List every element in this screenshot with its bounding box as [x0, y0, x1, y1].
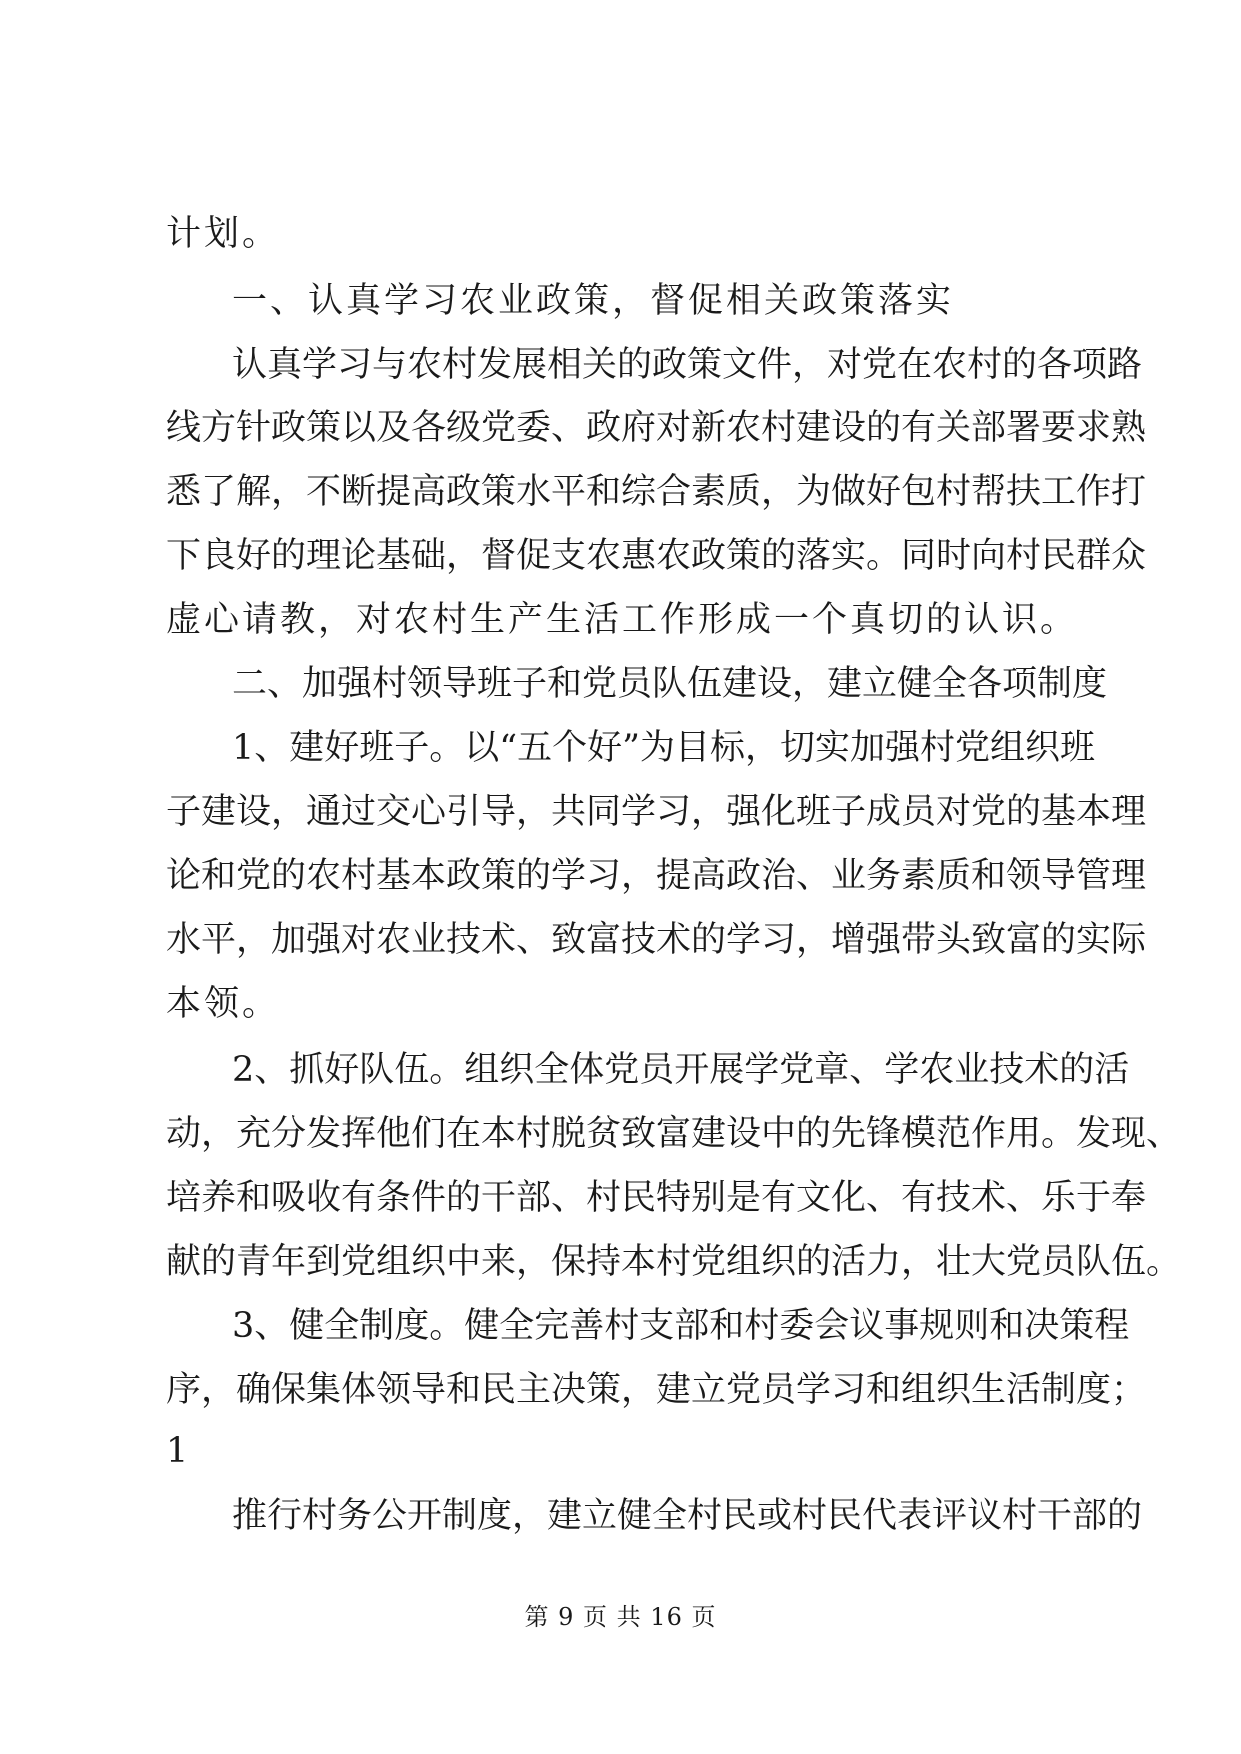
body-line-18: 3、健全制度。健全完善村支部和村委会议事规则和决策程	[232, 1306, 1130, 1346]
body-line-10: 子建设，通过交心引导，共同学习，强化班子成员对党的基本理	[166, 792, 1147, 832]
body-line-17: 献的青年到党组织中来，保持本村党组织的活力，壮大党员队伍。	[166, 1242, 1182, 1282]
body-line-13: 本领。	[166, 984, 281, 1024]
page-footer: 第 9 页 共 16 页	[524, 1603, 717, 1631]
body-line-3: 认真学习与农村发展相关的政策文件，对党在农村的各项路	[232, 345, 1143, 385]
body-line-7: 虚心请教，对农村生产生活工作形成一个真切的认识。	[166, 600, 1079, 640]
section-heading-1: 一、认真学习农业政策，督促相关政策落实	[232, 281, 955, 321]
body-line-12: 水平，加强对农业技术、致富技术的学习，增强带头致富的实际	[166, 920, 1147, 960]
page-marker: 1	[166, 1431, 192, 1471]
body-line-16: 培养和吸收有条件的干部、村民特别是有文化、有技术、乐于奉	[166, 1178, 1147, 1218]
body-line-11: 论和党的农村基本政策的学习，提高政治、业务素质和领导管理	[166, 856, 1147, 896]
body-line-9: 1、建好班子。以“五个好”为目标，切实加强村党组织班	[232, 728, 1096, 768]
body-line-14: 2、抓好队伍。组织全体党员开展学党章、学农业技术的活	[232, 1050, 1130, 1090]
body-line-6: 下良好的理论基础，督促支农惠农政策的落实。同时向村民群众	[166, 536, 1147, 576]
body-line-21: 推行村务公开制度，建立健全村民或村民代表评议村干部的	[232, 1496, 1143, 1536]
body-line-15: 动，充分发挥他们在本村脱贫致富建设中的先锋模范作用。发现、	[166, 1114, 1182, 1154]
section-heading-2: 二、加强村领导班子和党员队伍建设，建立健全各项制度	[232, 664, 1108, 704]
body-line-19: 序，确保集体领导和民主决策，建立党员学习和组织生活制度；	[166, 1370, 1147, 1410]
body-line-1: 计划。	[166, 214, 281, 254]
body-line-4: 线方针政策以及各级党委、政府对新农村建设的有关部署要求熟	[166, 408, 1147, 448]
body-line-5: 悉了解，不断提高政策水平和综合素质，为做好包村帮扶工作打	[166, 472, 1147, 512]
